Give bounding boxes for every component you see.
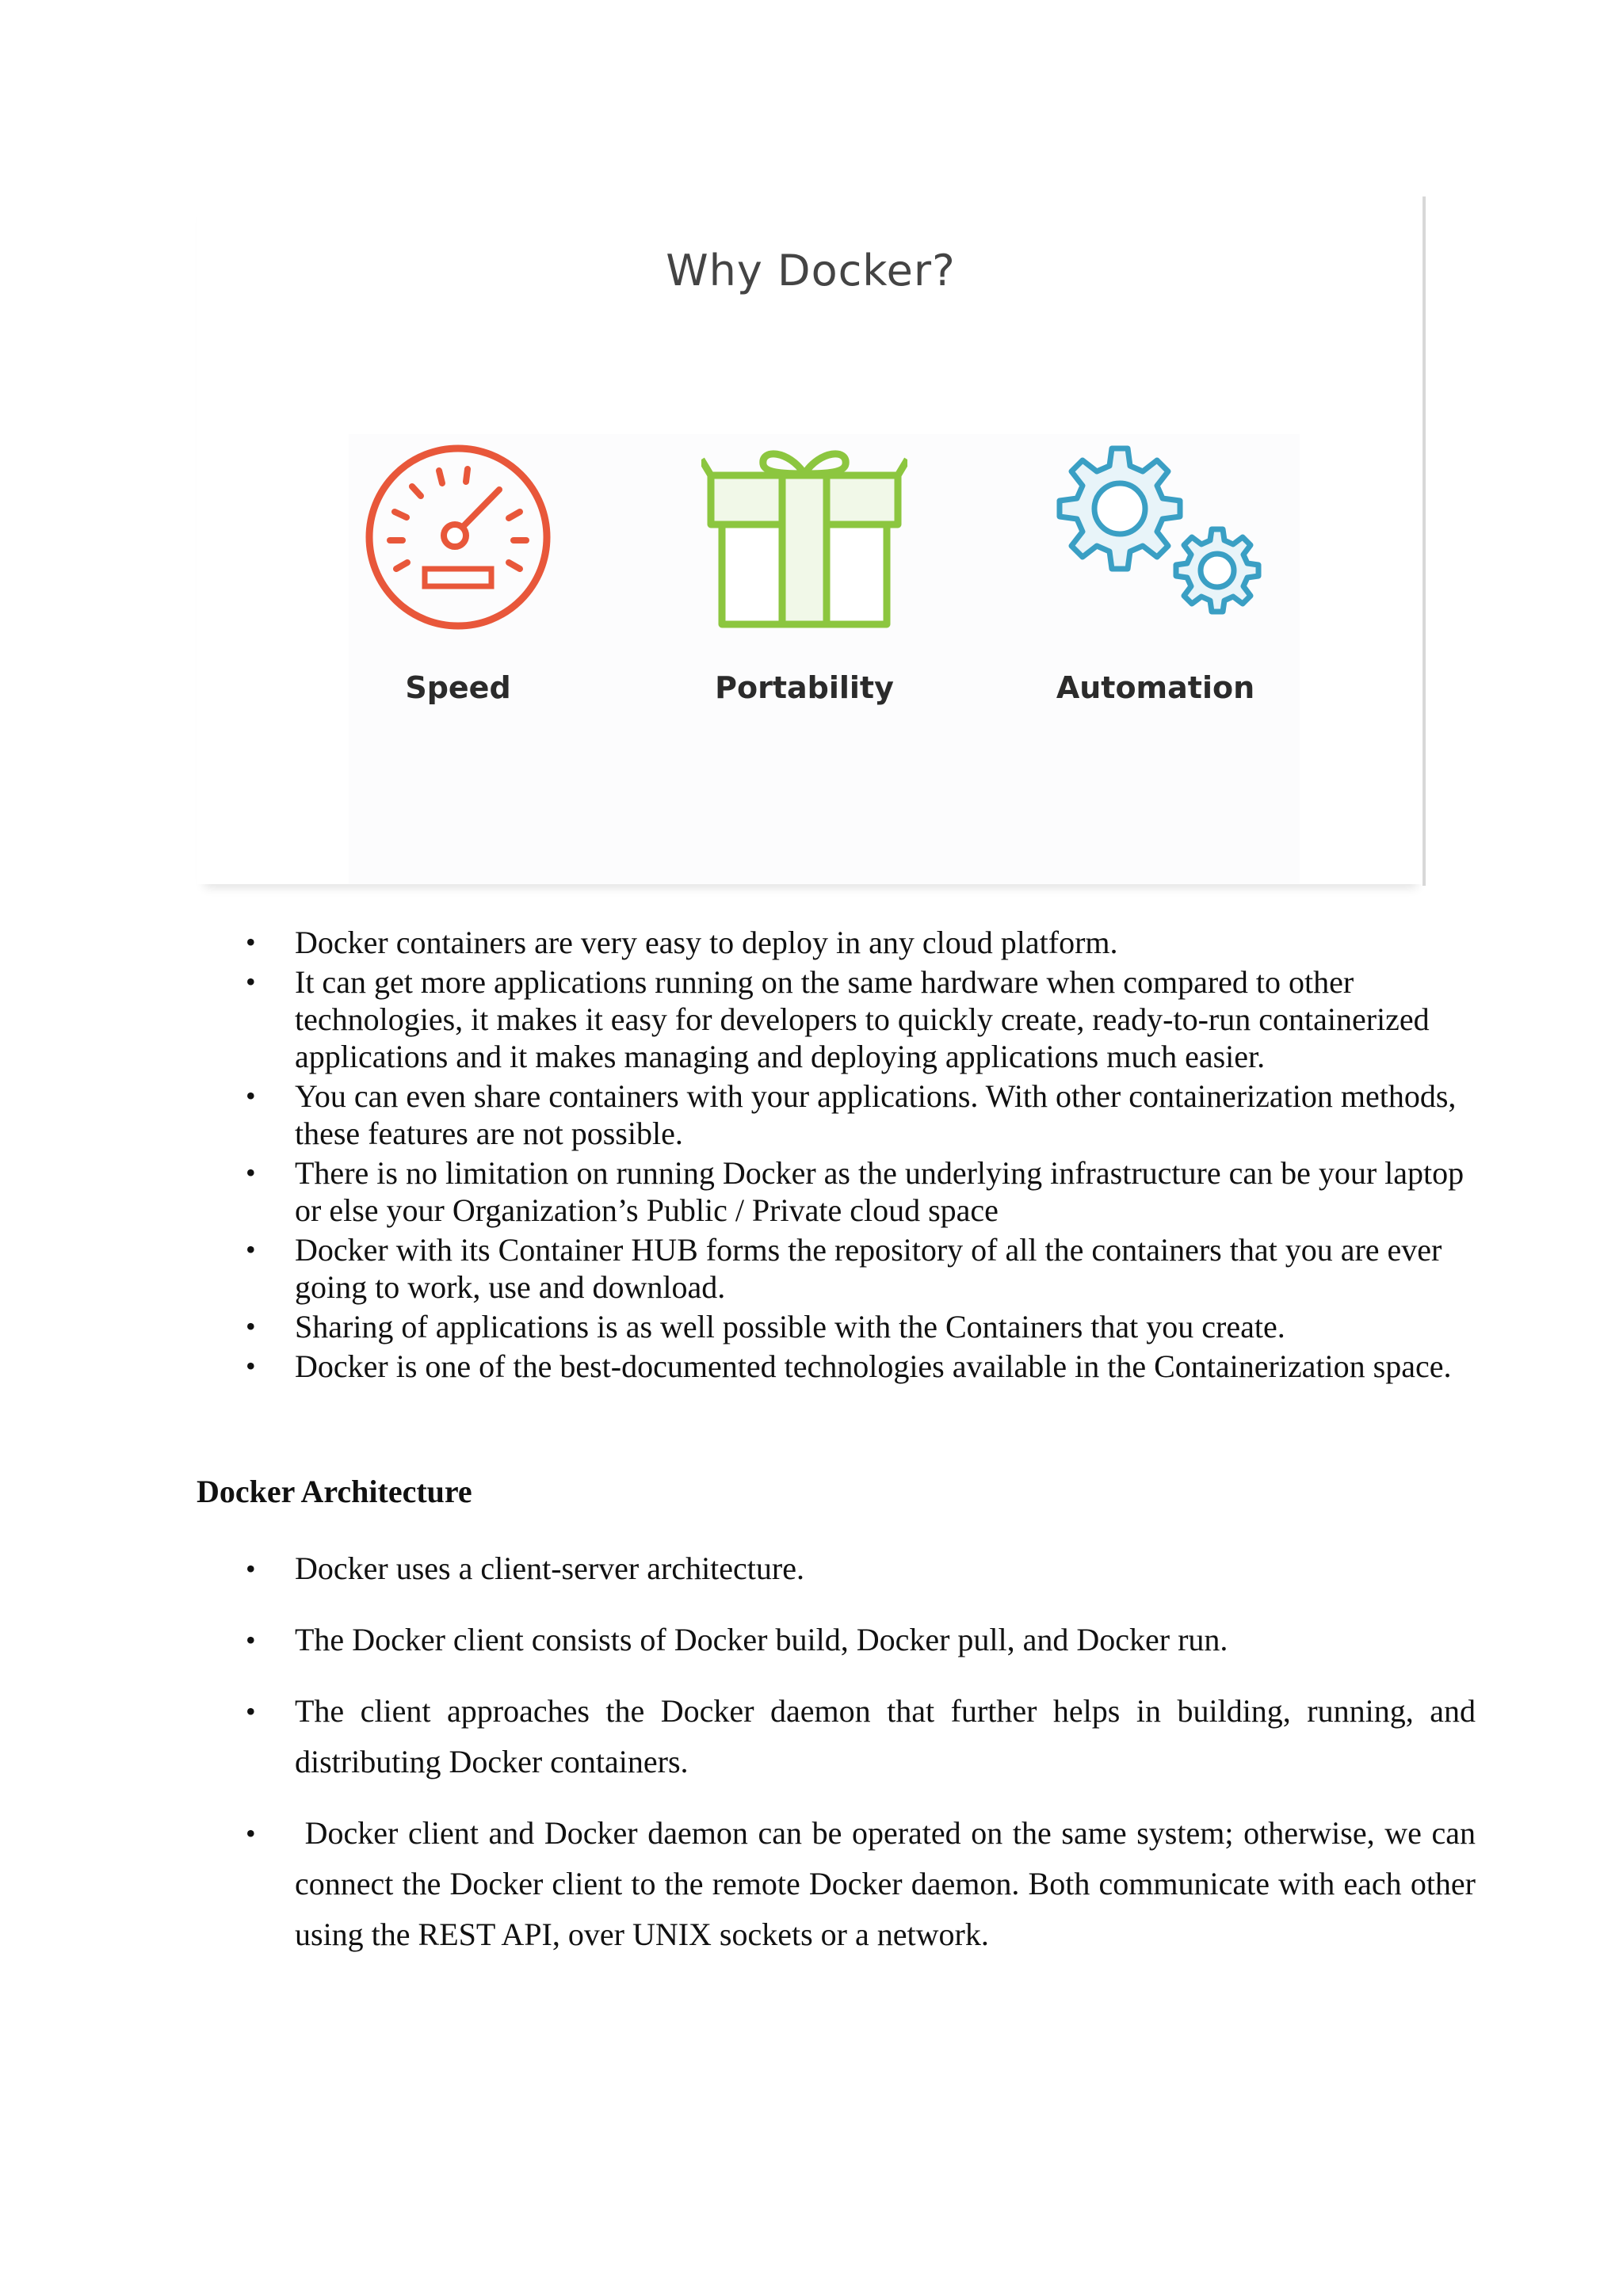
feature-portability [685, 442, 923, 719]
gears-icon [1037, 442, 1274, 632]
gift-box-icon [701, 442, 907, 632]
list-item: • It can get more applications running on the same hardware when compared to other technologies, it makes it easy for developers to quickly create, ready-to-run containerized applications and it makes managing and deploying applications much easier. [295, 963, 1476, 1075]
list-item: • Sharing of applications is as well possible with the Containers that you create. [295, 1308, 1476, 1345]
architecture-list [295, 1543, 1484, 1981]
list-item: • Docker uses a client-server architecture. [295, 1543, 1476, 1594]
list-item: • You can even share containers with your applications. With other containerization methods, these features are not possible. [295, 1077, 1476, 1152]
feature-speed [339, 442, 577, 719]
feature-label-automation: Automation [1056, 670, 1255, 705]
list-item: • Docker with its Container HUB forms the repository of all the containers that you are ever going to work, use and download. [295, 1231, 1476, 1306]
list-item: • Docker containers are very easy to deploy in any cloud platform. [295, 924, 1476, 961]
figure-title: Why Docker? [666, 246, 956, 296]
why-docker-figure [197, 196, 1425, 884]
speedometer-icon [363, 442, 553, 632]
list-item: • There is no limitation on running Docker as the underlying infrastructure can be your laptop or else your Organization’s Public / Private cloud space [295, 1154, 1476, 1229]
list-item: • The Docker client consists of Docker build, Docker pull, and Docker run. [295, 1615, 1476, 1665]
why-docker-list [295, 924, 1476, 1387]
list-item: • Docker is one of the best-documented technologies available in the Containerization space. [295, 1348, 1476, 1385]
list-item: • Docker client and Docker daemon can be operated on the same system; otherwise, we can connect the Docker client to the remote Docker daemon. Both communicate with each other using the REST API, over UNIX sockets or a network. [295, 1808, 1476, 1960]
list-item: • The client approaches the Docker daemon that further helps in building, running, and distributing Docker containers. [295, 1686, 1476, 1787]
section-heading: Docker Architecture [197, 1474, 472, 1509]
feature-label-speed: Speed [405, 670, 511, 705]
feature-label-portability: Portability [715, 670, 894, 705]
figure-border [1423, 196, 1426, 886]
feature-automation [1037, 442, 1274, 719]
